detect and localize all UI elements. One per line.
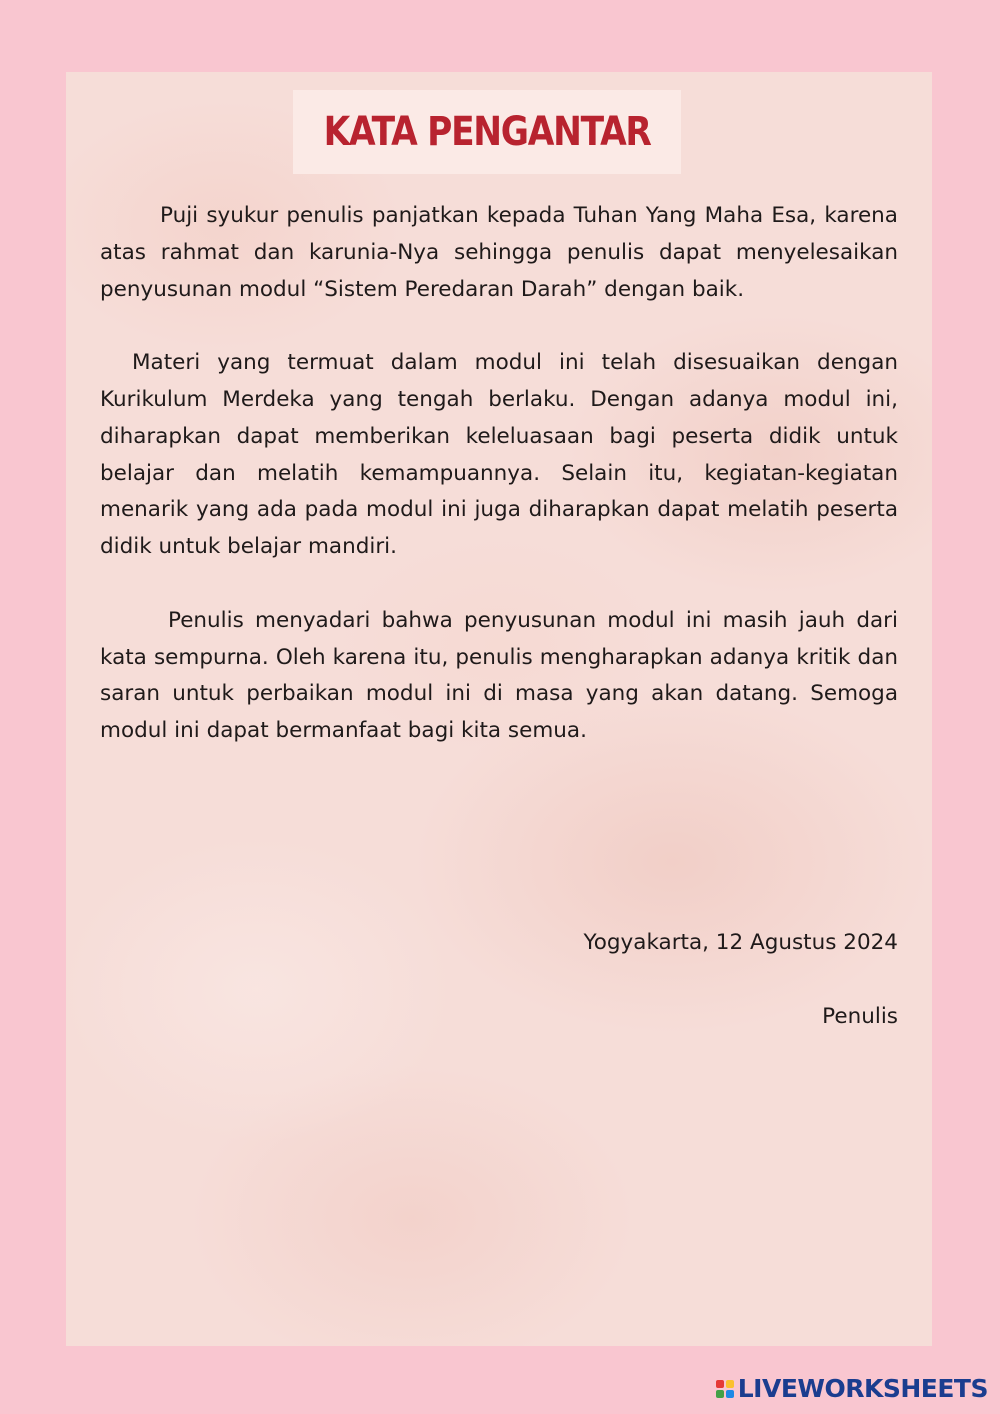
paragraph-2: Materi yang termuat dalam modul ini telah disesuaikan dengan Kurikulum Merdeka yang tengah berlaku. Dengan adanya modul ini, diharapkan dapat memberikan keleluasaan bagi peserta didik untuk belajar dan melatih kemampuannya. Selain itu, kegiatan-kegiatan menarik yang ada pada modul ini juga diharapkan dapat melatih peserta didik untuk belajar mandiri. — [100, 350, 898, 560]
title-box — [293, 90, 681, 174]
liveworksheets-logo-icon — [716, 1380, 734, 1398]
document-sheet — [66, 72, 932, 1346]
page-title: KATA PENGANTAR — [323, 109, 651, 155]
document-body — [100, 198, 898, 787]
author-signature: Penulis — [822, 1004, 898, 1029]
place-date: Yogyakarta, 12 Agustus 2024 — [583, 930, 898, 955]
paragraph-3: Penulis menyadari bahwa penyusunan modul ini masih jauh dari kata sempurna. Oleh karena itu, penulis mengharapkan adanya kritik dan saran untuk perbaikan modul ini di masa yang akan datang. Semoga modul ini dapat bermanfaat bagi kita semua. — [100, 607, 898, 744]
liveworksheets-brand[interactable] — [716, 1374, 988, 1403]
logo-square-yellow — [726, 1380, 734, 1388]
brand-name: LIVEWORKSHEETS — [737, 1374, 988, 1403]
logo-square-green — [716, 1390, 724, 1398]
logo-square-red — [716, 1380, 724, 1388]
logo-square-blue — [726, 1390, 734, 1398]
paragraph-1: Puji syukur penulis panjatkan kepada Tuhan Yang Maha Esa, karena atas rahmat dan karunia-Nya sehingga penulis dapat menyelesaikan penyusunan modul “Sistem Peredaran Darah” dengan baik. — [100, 203, 898, 302]
